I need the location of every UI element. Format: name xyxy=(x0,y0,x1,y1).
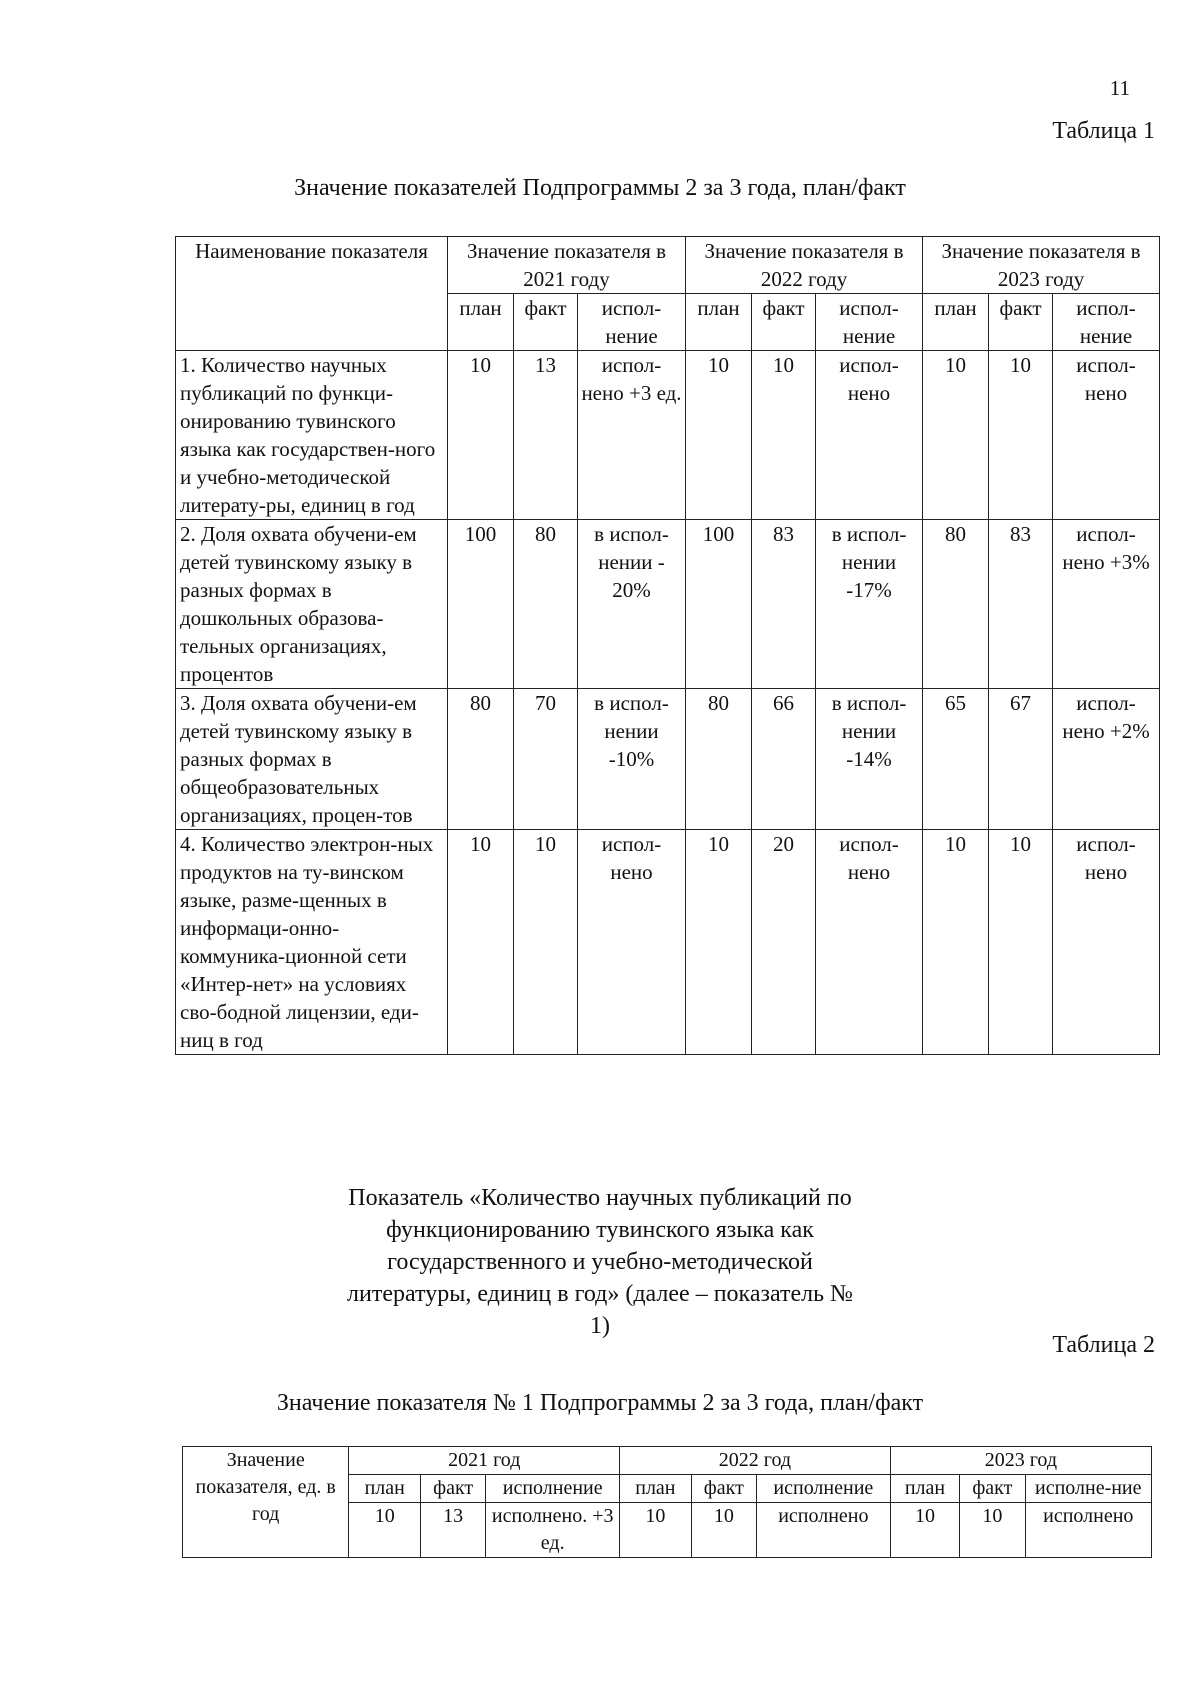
table2-subheader: факт xyxy=(691,1475,756,1503)
table1-subheader: план xyxy=(448,294,514,351)
table1-subheader: испол-нение xyxy=(1053,294,1160,351)
table1 xyxy=(175,236,1160,1055)
table1-title: Значение показателей Подпрограммы 2 за 3 года, план/факт xyxy=(294,175,906,201)
table-cell: 20 xyxy=(752,830,816,1055)
table-cell: 66 xyxy=(752,689,816,830)
table-cell: 80 xyxy=(514,520,578,689)
table2-label: Таблица 2 xyxy=(1052,1332,1155,1358)
table-cell: исполнено. +3 ед. xyxy=(486,1503,620,1558)
table2-subheader: факт xyxy=(421,1475,486,1503)
table-cell: 10 xyxy=(514,830,578,1055)
table-cell: 10 xyxy=(691,1503,756,1558)
table1-year-header: Значение показателя в 2022 году xyxy=(686,237,923,294)
page-number: 11 xyxy=(1109,76,1130,100)
table-cell: 70 xyxy=(514,689,578,830)
table2-subheader: план xyxy=(349,1475,421,1503)
indicator-name: 4. Количество электрон-ных продуктов на ту-винском языке, разме-щенных в информаци-онно-коммуника-ционной сети «Интер-нет» на условиях сво-бодной лицензии, еди-ниц в год xyxy=(176,830,448,1055)
table-cell: испол-нено +3% xyxy=(1053,520,1160,689)
table2-header-name: Значение показателя, ед. в год xyxy=(183,1447,349,1558)
table1-label: Таблица 1 xyxy=(1052,118,1155,144)
table-cell: 65 xyxy=(923,689,989,830)
table-row xyxy=(176,689,1160,830)
table-cell: 10 xyxy=(448,830,514,1055)
table2-year-header: 2022 год xyxy=(620,1447,891,1475)
table1-subheader: план xyxy=(686,294,752,351)
table-cell: испол-нено xyxy=(578,830,686,1055)
table-cell: 10 xyxy=(686,351,752,520)
table-cell: в испол-нении - 20% xyxy=(578,520,686,689)
table1-subheader: испол-нение xyxy=(578,294,686,351)
table-cell: 83 xyxy=(752,520,816,689)
table-cell: 80 xyxy=(448,689,514,830)
table-cell: 80 xyxy=(686,689,752,830)
table-cell: 10 xyxy=(890,1503,960,1558)
table1-header-name: Наименование показателя xyxy=(176,237,448,351)
table-cell: испол-нено xyxy=(1053,830,1160,1055)
table-cell: исполнено xyxy=(756,1503,890,1558)
table1-subheader: факт xyxy=(514,294,578,351)
table1-subheader: факт xyxy=(989,294,1053,351)
table-cell: исполнено xyxy=(1025,1503,1151,1558)
table-cell: 10 xyxy=(752,351,816,520)
table2-subheader: исполне-ние xyxy=(1025,1475,1151,1503)
table-cell: в испол-нении -17% xyxy=(816,520,923,689)
table-cell: 83 xyxy=(989,520,1053,689)
table-cell: 10 xyxy=(923,830,989,1055)
table-cell: 10 xyxy=(989,351,1053,520)
table-row xyxy=(176,830,1160,1055)
table-cell: 80 xyxy=(923,520,989,689)
table-cell: 13 xyxy=(421,1503,486,1558)
table-cell: 10 xyxy=(923,351,989,520)
table-cell: испол-нено +3 ед. xyxy=(578,351,686,520)
table-row xyxy=(176,351,1160,520)
table2-year-header: 2021 год xyxy=(349,1447,620,1475)
table-cell: испол-нено xyxy=(816,830,923,1055)
table2-title: Значение показателя № 1 Подпрограммы 2 за 3 года, план/факт xyxy=(276,1390,924,1416)
table-cell: 10 xyxy=(349,1503,421,1558)
table-cell: 10 xyxy=(620,1503,692,1558)
table-cell: испол-нено +2% xyxy=(1053,689,1160,830)
table-cell: 100 xyxy=(448,520,514,689)
table2-subheader: план xyxy=(620,1475,692,1503)
section-heading: Показатель «Количество научных публикаций по функционированию тувинского языка как государственного и учебно-методической литературы, единиц в год» (далее – показатель № 1) xyxy=(347,1185,853,1339)
table1-subheader: план xyxy=(923,294,989,351)
table-cell: 100 xyxy=(686,520,752,689)
table-cell: в испол-нении -10% xyxy=(578,689,686,830)
table-cell: в испол-нении -14% xyxy=(816,689,923,830)
table-cell: испол-нено xyxy=(1053,351,1160,520)
table2-year-header: 2023 год xyxy=(890,1447,1151,1475)
table-cell: 13 xyxy=(514,351,578,520)
table2-subheader: план xyxy=(890,1475,960,1503)
table1-subheader: факт xyxy=(752,294,816,351)
table-row xyxy=(176,520,1160,689)
indicator-name: 3. Доля охвата обучени-ем детей тувинскому языку в разных формах в общеобразовательных организациях, процен-тов xyxy=(176,689,448,830)
table-cell: испол-нено xyxy=(816,351,923,520)
table-cell: 10 xyxy=(989,830,1053,1055)
table-cell: 10 xyxy=(960,1503,1025,1558)
table2 xyxy=(182,1446,1152,1558)
table-cell: 10 xyxy=(448,351,514,520)
table1-subheader: испол-нение xyxy=(816,294,923,351)
indicator-name: 1. Количество научных публикаций по функци-онированию тувинского языка как государствен-ного и учебно-методической литерату-ры, единиц в год xyxy=(176,351,448,520)
table1-year-header: Значение показателя в 2021 году xyxy=(448,237,686,294)
table-cell: 10 xyxy=(686,830,752,1055)
table-cell: 67 xyxy=(989,689,1053,830)
table2-subheader: исполнение xyxy=(756,1475,890,1503)
table2-subheader: факт xyxy=(960,1475,1025,1503)
indicator-name: 2. Доля охвата обучени-ем детей тувинскому языку в разных формах в дошкольных образова-тельных организациях, процентов xyxy=(176,520,448,689)
table1-year-header: Значение показателя в 2023 году xyxy=(923,237,1160,294)
table2-subheader: исполнение xyxy=(486,1475,620,1503)
